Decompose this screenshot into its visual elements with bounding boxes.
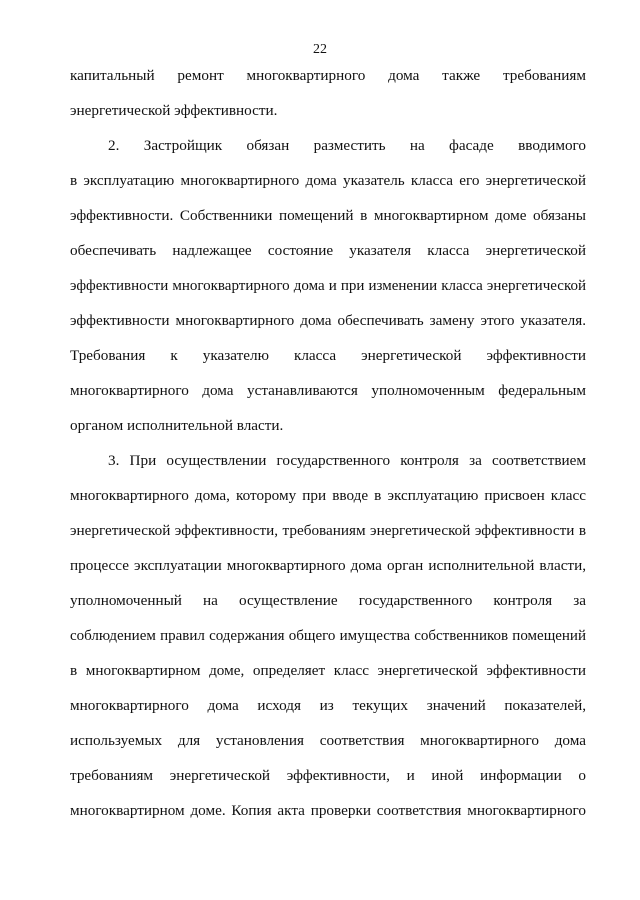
text-line: многоквартирного дома, которому при вводе в эксплуатацию присвоен класс bbox=[70, 487, 586, 504]
text-line: энергетической эффективности. bbox=[70, 102, 278, 119]
text-line: обеспечивать надлежащее состояние указателя класса энергетической bbox=[70, 242, 586, 259]
text-line: эффективности многоквартирного дома и при изменении класса энергетической bbox=[70, 278, 586, 294]
text-line: эффективности многоквартирного дома обеспечивать замену этого указателя. bbox=[70, 312, 586, 329]
text-line: многоквартирного дома устанавливаются уполномоченным федеральным bbox=[70, 382, 586, 399]
text-line: используемых для установления соответствия многоквартирного дома bbox=[70, 732, 586, 749]
paragraph-2-first-line: 2. Застройщик обязан разместить на фасаде вводимого bbox=[108, 137, 586, 154]
text-line: в многоквартирном доме, определяет класс энергетической эффективности bbox=[70, 662, 586, 679]
text-line: в эксплуатацию многоквартирного дома указатель класса его энергетической bbox=[70, 172, 586, 189]
text-line: требованиям энергетической эффективности, и иной информации о bbox=[70, 767, 586, 784]
text-line: многоквартирного дома исходя из текущих значений показателей, bbox=[70, 697, 586, 714]
text-line: многоквартирном доме. Копия акта проверки соответствия многоквартирного bbox=[70, 802, 586, 819]
text-line: соблюдением правил содержания общего имущества собственников помещений bbox=[70, 628, 586, 644]
paragraph-3-first-line: 3. При осуществлении государственного контроля за соответствием bbox=[108, 452, 586, 469]
text-line: энергетической эффективности, требованиям энергетической эффективности в bbox=[70, 522, 586, 539]
text-line: органом исполнительной власти. bbox=[70, 417, 284, 434]
text-line: процессе эксплуатации многоквартирного дома орган исполнительной власти, bbox=[70, 557, 586, 574]
text-line: эффективности. Собственники помещений в многоквартирном доме обязаны bbox=[70, 207, 586, 224]
text-line: капитальный ремонт многоквартирного дома также требованиям bbox=[70, 67, 586, 84]
text-line: уполномоченный на осуществление государственного контроля за bbox=[70, 592, 586, 609]
page-number: 22 bbox=[313, 42, 327, 57]
text-line: Требования к указателю класса энергетической эффективности bbox=[70, 347, 586, 364]
